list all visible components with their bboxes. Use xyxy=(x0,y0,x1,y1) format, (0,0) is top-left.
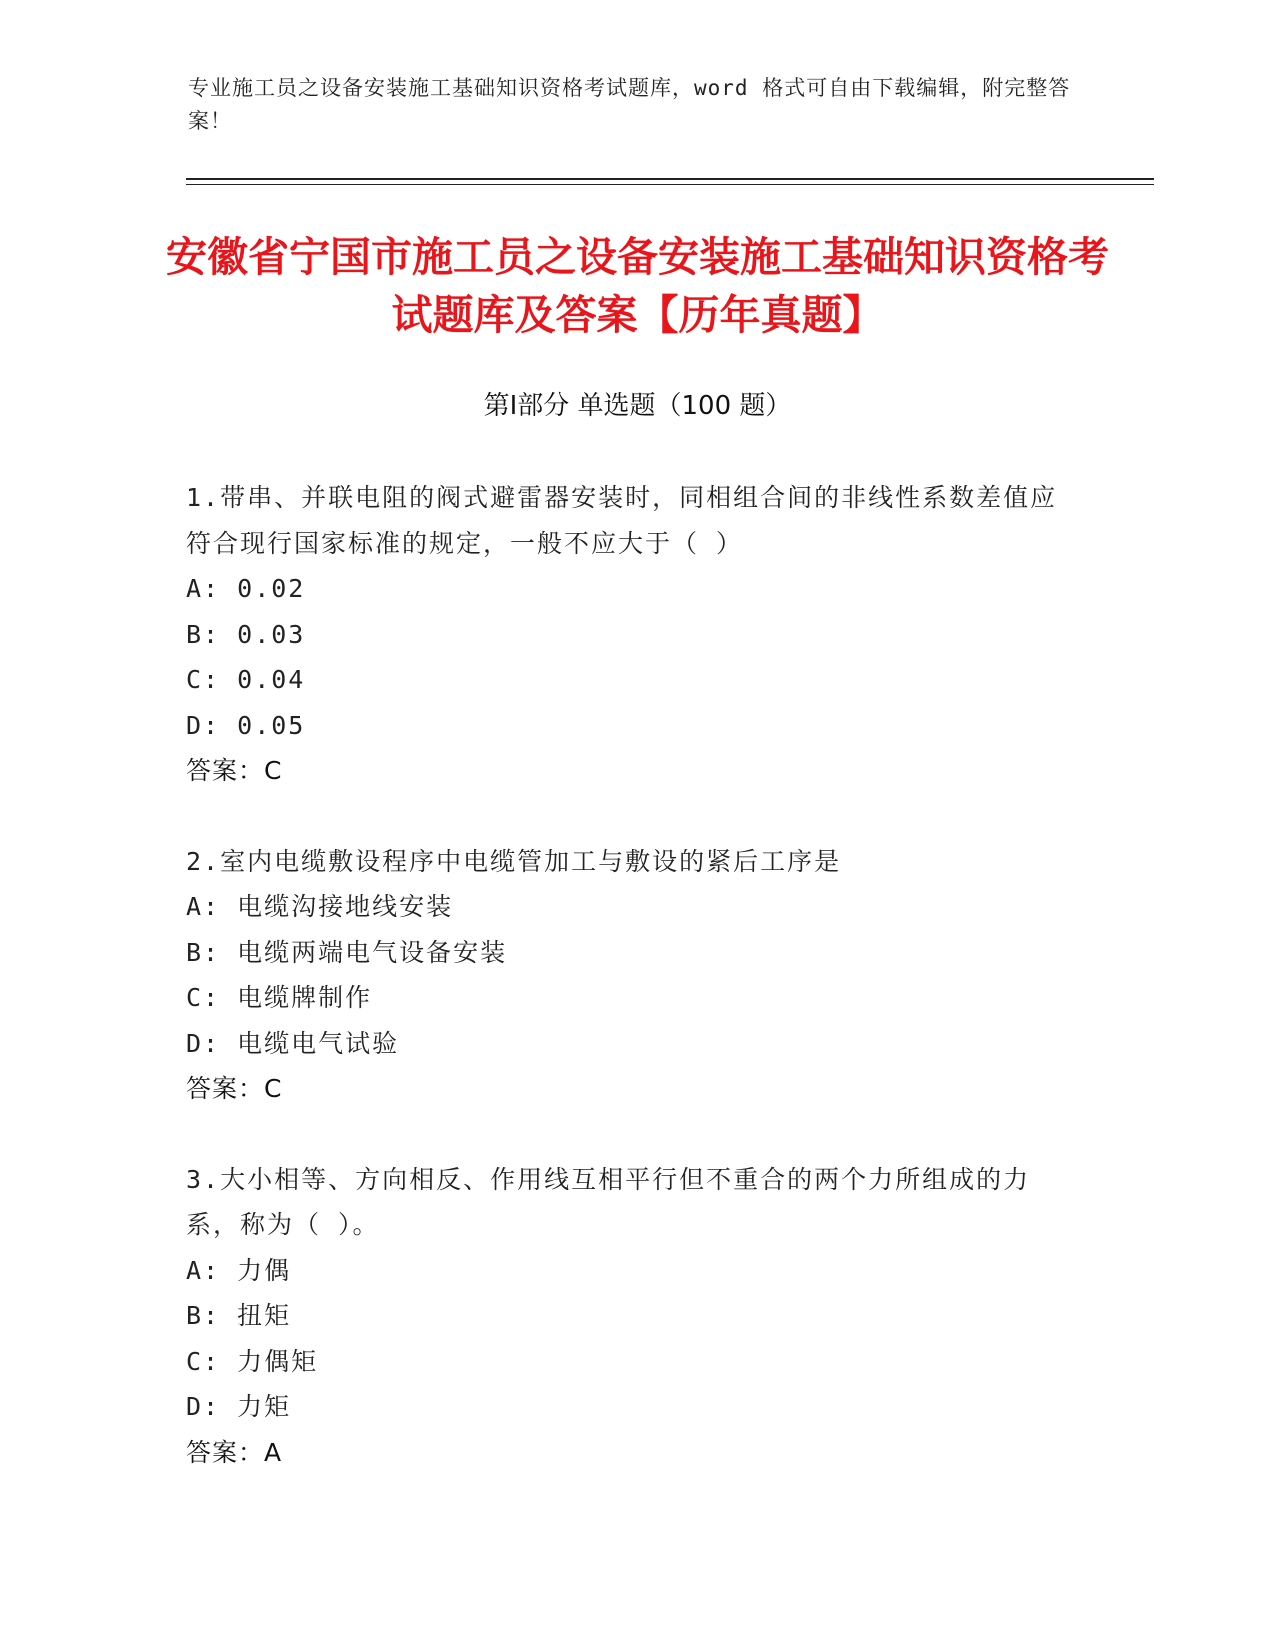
option-b: B: 电缆两端电气设备安装 xyxy=(186,937,508,967)
question-stem: 3.大小相等、方向相反、作用线互相平行但不重合的两个力所组成的力系，称为（ ）。 xyxy=(186,1164,1031,1239)
question-stem: 2.室内电缆敷设程序中电缆管加工与敷设的紧后工序是 xyxy=(186,846,842,876)
document-title: 安徽省宁国市施工员之设备安装施工基础知识资格考试题库及答案【历年真题】 xyxy=(166,233,1109,339)
option-d: D: 力矩 xyxy=(186,1392,292,1421)
question-stem: 1.带串、并联电阻的阀式避雷器安装时，同相组合间的非线性系数差值应符合现行国家标准的规定，一般不应大于（ ） xyxy=(186,483,1058,558)
option-c: C: 电缆牌制作 xyxy=(186,983,373,1012)
option-d: D: 0.05 xyxy=(186,710,306,740)
answer: 答案：C xyxy=(186,1074,283,1103)
option-b: B: 0.03 xyxy=(186,619,306,649)
option-c: C: 力偶矩 xyxy=(186,1346,319,1376)
header-divider-thin xyxy=(186,184,1154,185)
option-a: A: 0.02 xyxy=(186,574,306,603)
answer: 答案：A xyxy=(186,1437,283,1467)
option-a: A: 电缆沟接地线安装 xyxy=(186,892,454,921)
section-title: 第Ⅰ部分 单选题（100 题） xyxy=(483,391,792,421)
header-divider-thick xyxy=(186,178,1154,180)
option-a: A: 力偶 xyxy=(186,1255,292,1285)
question-list xyxy=(186,475,1066,1520)
option-d: D: 电缆电气试验 xyxy=(186,1028,400,1058)
option-b: B: 扭矩 xyxy=(186,1301,292,1330)
answer: 答案：C xyxy=(186,756,283,785)
option-c: C: 0.04 xyxy=(186,665,306,694)
question-2 xyxy=(186,839,1066,1112)
question-1 xyxy=(186,475,1066,794)
header-note: 专业施工员之设备安装施工基础知识资格考试题库，word 格式可自由下载编辑，附完整答案！ xyxy=(188,76,1071,133)
question-3 xyxy=(186,1157,1066,1476)
